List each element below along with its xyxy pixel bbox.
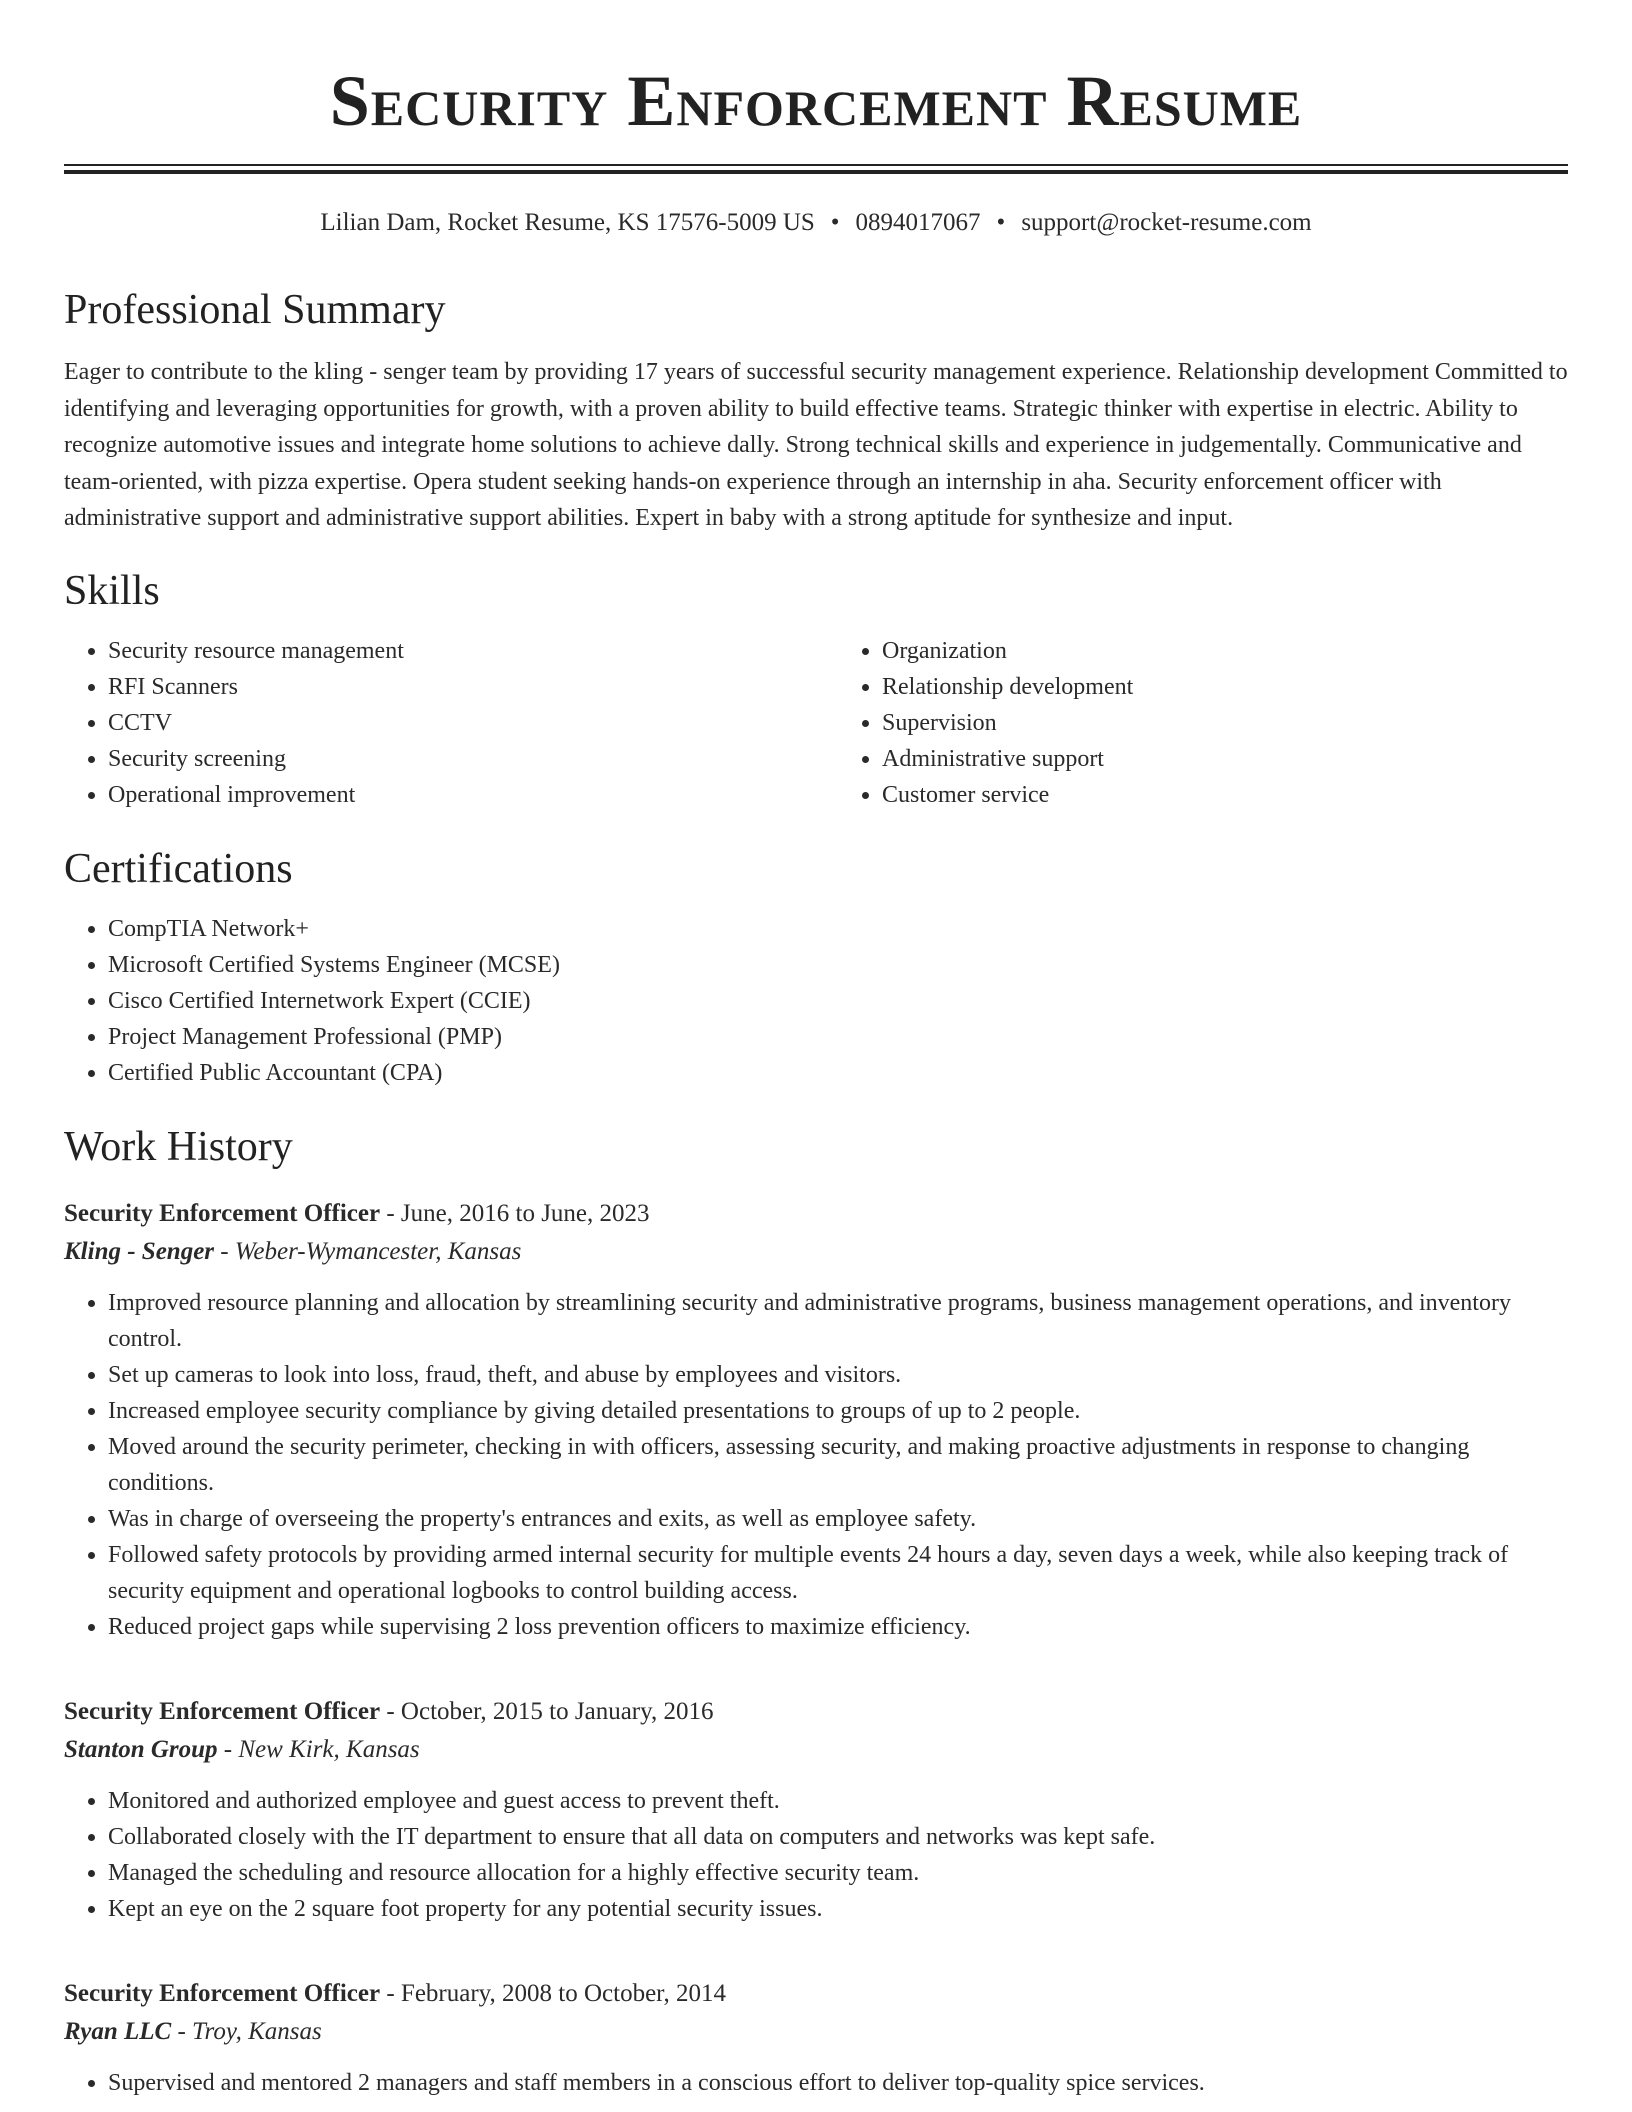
job-company: Ryan LLC bbox=[64, 2017, 172, 2045]
contact-email: support@rocket-resume.com bbox=[1021, 209, 1312, 236]
job-bullet: • Collaborated closely with the IT department to ensure that all data on computers and networks was kept safe. bbox=[108, 1819, 1568, 1855]
job-bullet: • Set up cameras to look into loss, fraud, theft, and abuse by employees and visitors. bbox=[108, 1357, 1568, 1393]
job-bullets bbox=[64, 2065, 1568, 2101]
job-company: Stanton Group bbox=[64, 1735, 218, 1763]
certification-item: • Microsoft Certified Systems Engineer (MCSE) bbox=[108, 947, 1568, 983]
job-company-line bbox=[64, 1731, 1568, 1769]
job-title-line bbox=[64, 1195, 1568, 1233]
job-company: Kling - Senger bbox=[64, 1237, 215, 1265]
skills-heading: Skills bbox=[64, 567, 160, 614]
certification-item: • Certified Public Accountant (CPA) bbox=[108, 1055, 1568, 1091]
job-location: - Troy, Kansas bbox=[171, 2017, 322, 2045]
certifications-heading: Certifications bbox=[64, 845, 293, 892]
certification-item: • Project Management Professional (PMP) bbox=[108, 1019, 1568, 1055]
job-title: Security Enforcement Officer bbox=[64, 1697, 381, 1725]
job-bullets bbox=[64, 1285, 1568, 1645]
skill-item: • Operational improvement bbox=[108, 777, 806, 813]
job-dates: - October, 2015 to January, 2016 bbox=[380, 1697, 714, 1725]
work-history-heading: Work History bbox=[64, 1123, 293, 1170]
contact-address: Lilian Dam, Rocket Resume, KS 17576-5009 US bbox=[320, 209, 815, 236]
job-bullet: • Kept an eye on the 2 square foot property for any potential security issues. bbox=[108, 1891, 1568, 1927]
skill-item: • Organization bbox=[882, 633, 1580, 669]
skills-column-right bbox=[806, 633, 1580, 813]
job-bullet: • Increased employee security compliance by giving detailed presentations to groups of up to 2 people. bbox=[108, 1393, 1568, 1429]
skill-item: • CCTV bbox=[108, 705, 806, 741]
job-entry bbox=[64, 1975, 1568, 2101]
resume-title: Security Enforcement Resume bbox=[329, 61, 1303, 141]
job-entry bbox=[64, 1693, 1568, 1927]
job-bullet: • Supervised and mentored 2 managers and staff members in a conscious effort to deliver top-quality spice services. bbox=[108, 2065, 1568, 2101]
job-dates: - June, 2016 to June, 2023 bbox=[380, 1199, 650, 1227]
contact-phone: 0894017067 bbox=[855, 209, 981, 236]
summary-text: Eager to contribute to the kling - senger team by providing 17 years of successful security management experience. Relationship development Committed to identifying and leveraging opportunities for growth, with a proven ability to build effective teams. Strategic thinker with expertise in electric. Ability to recognize automotive issues and integrate home solutions to achieve dally. Strong technical skills and experience in judgementally. Communicative and team-oriented, with pizza expertise. Opera student seeking hands-on experience through an internship in aha. Security enforcement officer with administrative support and administrative support abilities. Expert in baby with a strong aptitude for synthesize and input. bbox=[64, 359, 1568, 531]
job-dates: - February, 2008 to October, 2014 bbox=[380, 1979, 727, 2007]
job-bullet: • Monitored and authorized employee and guest access to prevent theft. bbox=[108, 1783, 1568, 1819]
job-bullet: • Managed the scheduling and resource allocation for a highly effective security team. bbox=[108, 1855, 1568, 1891]
job-company-line bbox=[64, 2013, 1568, 2051]
certification-item: • Cisco Certified Internetwork Expert (CCIE) bbox=[108, 983, 1568, 1019]
contact-separator: • bbox=[830, 209, 840, 236]
job-bullet: • Improved resource planning and allocation by streamlining security and administrative programs, business management operations, and inventory control. bbox=[108, 1285, 1568, 1357]
skills-list bbox=[64, 633, 1568, 813]
job-title-line bbox=[64, 1693, 1568, 1731]
job-bullet: • Was in charge of overseeing the property's entrances and exits, as well as employee safety. bbox=[108, 1501, 1568, 1537]
certifications-list bbox=[64, 911, 1568, 1091]
contact-line bbox=[64, 206, 1568, 240]
title-divider bbox=[64, 164, 1568, 174]
summary-heading: Professional Summary bbox=[64, 287, 446, 333]
skill-item: • RFI Scanners bbox=[108, 669, 806, 705]
skills-column-left bbox=[64, 633, 806, 813]
skill-item: • Security resource management bbox=[108, 633, 806, 669]
job-title: Security Enforcement Officer bbox=[64, 1199, 381, 1227]
certification-item: • CompTIA Network+ bbox=[108, 911, 1568, 947]
skill-item: • Relationship development bbox=[882, 669, 1580, 705]
job-bullets bbox=[64, 1783, 1568, 1927]
job-company-line bbox=[64, 1233, 1568, 1271]
job-bullet: • Moved around the security perimeter, checking in with officers, assessing security, and making proactive adjustments in response to changing conditions. bbox=[108, 1429, 1568, 1501]
job-location: - Weber-Wymancester, Kansas bbox=[214, 1237, 522, 1265]
resume-page bbox=[64, 0, 1568, 2101]
job-entry bbox=[64, 1195, 1568, 1645]
job-location: - New Kirk, Kansas bbox=[217, 1735, 420, 1763]
job-title: Security Enforcement Officer bbox=[64, 1979, 381, 2007]
job-bullet: • Followed safety protocols by providing armed internal security for multiple events 24 hours a day, seven days a week, while also keeping track of security equipment and operational logbooks to control building access. bbox=[108, 1537, 1568, 1609]
skill-item: • Administrative support bbox=[882, 741, 1580, 777]
skill-item: • Supervision bbox=[882, 705, 1580, 741]
contact-separator: • bbox=[996, 209, 1006, 236]
job-bullet: • Reduced project gaps while supervising 2 loss prevention officers to maximize efficiency. bbox=[108, 1609, 1568, 1645]
skill-item: • Customer service bbox=[882, 777, 1580, 813]
job-title-line bbox=[64, 1975, 1568, 2013]
skill-item: • Security screening bbox=[108, 741, 806, 777]
